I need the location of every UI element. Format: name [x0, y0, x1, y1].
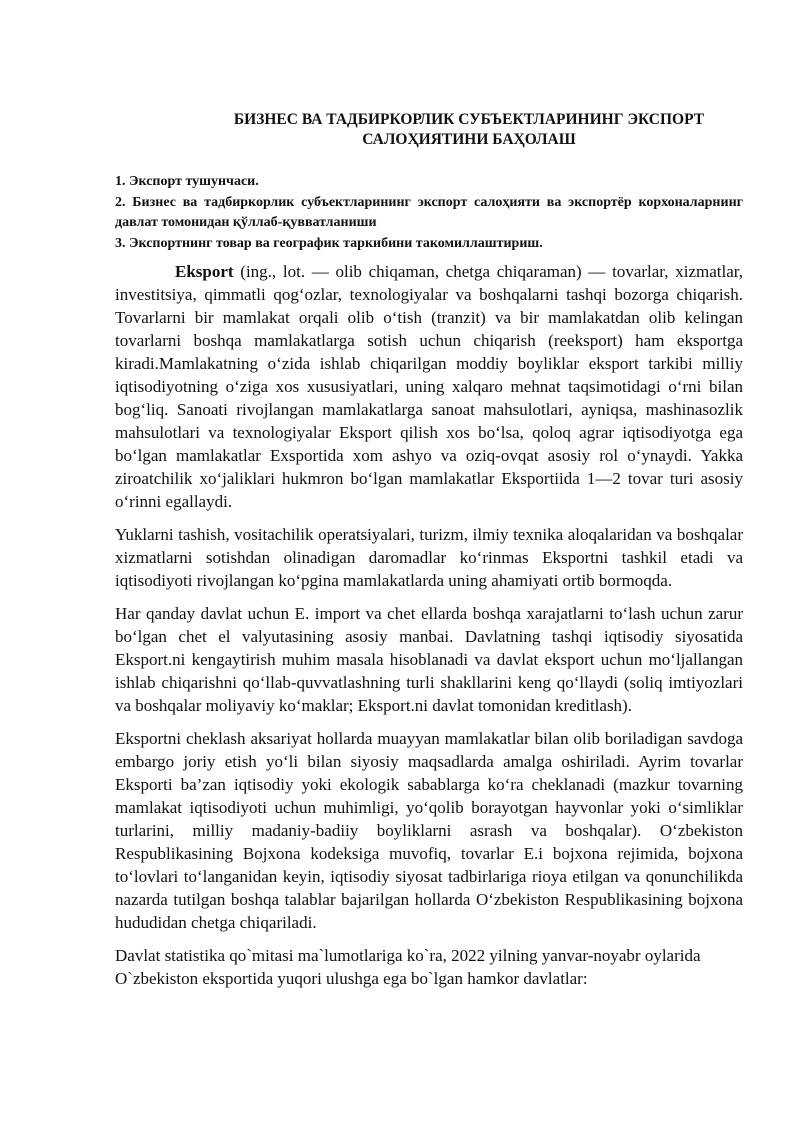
title-line-1: БИЗНЕС ВА ТАДБИРКОРЛИК СУБЪЕКТЛАРИНИНГ ЭКСПОРТ	[233, 111, 705, 128]
paragraph-3: Har qanday davlat uchun E. import va chet ellarda boshqa xarajatlarni to‘lash uchun zarur bo‘lgan chet el valyutasining asosiy manbai. Davlatning tashqi iqtisodiy siyosatida Eksport.ni kengaytirish muhim masala hisoblanadi va davlat eksport uchun mo‘ljallangan ishlab chiqarishni qo‘llab-quvvatlashning turli shakllarini keng qo‘llaydi (soliq imtiyozlari va boshqalar moliyaviy ko‘maklar; Eksport.ni davlat tomonidan kreditlash).	[115, 604, 743, 715]
outline-item-1: 1. Экспорт тушунчаси.	[115, 174, 259, 189]
defined-term: Eksport	[175, 262, 234, 281]
document-title	[195, 110, 743, 150]
outline-item-3: 3. Экспортнинг товар ва географик таркибини такомиллаштириш.	[115, 235, 543, 251]
paragraph-1-text: (ing., lot. — olib chiqaman, chetga chiqaraman) — tovarlar, xizmatlar, investitsiya, qimmatli qog‘ozlar, texnologiyalar va boshqalarni tashqi bozorga chiqarish. Tovarlarni bir mamlakat orqali olib o‘tish (tranzit) va bir mamlakatdan olib kelingan tovarlarni boshqa mamlakatlarga sotish uchun chiqarish (reeksport) ham eksportga kiradi.Mamlakatning o‘zida ishlab chiqarilgan moddiy boyliklar eksport tarkibi milliy iqtisodiyotning o‘ziga xos xususiyatlari, uning xalqaro mehnat taqsimotidagi o‘rni bilan bog‘liq. Sanoati rivojlangan mamlakatlarga sanoat mahsulotlari, ayniqsa, mashinasozlik mahsulotlari va texnologiyalar Eksport qilish xos bo‘lsa, qoloq agrar iqtisodiyotga ega bo‘lgan mamlakatlar Exsportida xom ashyo va oziq-ovqat asosiy rol o‘ynaydi. Yakka ziroatchilik xo‘jaliklari hukmron bo‘lgan mamlakatlar Eksportiida 1—2 tovar turi asosiy o‘rinni egallaydi.	[115, 262, 743, 511]
paragraph-1	[115, 260, 743, 513]
topic-outline	[115, 172, 743, 254]
title-line-2: САЛОҲИЯТИНИ БАҲОЛАШ	[362, 131, 576, 148]
outline-item-2: 2. Бизнес ва тадбиркорлик субъектларининг экспорт салоҳияти ва экспортёр корхоналарнинг давлат томонидан қўллаб-қувватланиши	[115, 194, 743, 230]
paragraph-5: Davlat statistika qo`mitasi ma`lumotlariga ko`ra, 2022 yilning yanvar-noyabr oylarida O`zbekiston eksportida yuqori ulushga ega bo`lgan hamkor davlatlar:	[115, 946, 701, 988]
paragraph-4: Eksportni cheklash aksariyat hollarda muayyan mamlakatlar bilan olib boriladigan savdoga embargo joriy etish yo‘li bilan siyosiy maqsadlarda amalga oshiriladi. Ayrim tovarlar Eksporti ba’zan iqtisodiy yoki ekologik sabablarga ko‘ra cheklanadi (mazkur tovarning mamlakat iqtisodiyoti uchun muhimligi, yo‘qolib borayotgan hayvonlar yoki o‘simliklar turlarini, milliy madaniy-badiiy boyliklarni asrash va boshqalar). O‘zbekiston Respublikasining Bojxona kodeksiga muvofiq, tovarlar E.i bojxona rejimida, bojxona to‘lovlari to‘langanidan keyin, iqtisodiy siyosat tadbirlariga rioya etilgan va qonunchilikda nazarda tutilgan boshqa talablar bajarilgan hollarda O‘zbekiston Respublikasining bojxona hududidan chetga chiqariladi.	[115, 729, 743, 932]
document-body	[115, 260, 743, 990]
paragraph-2: Yuklarni tashish, vositachilik operatsiyalari, turizm, ilmiy texnika aloqalaridan va boshqalar xizmatlarni sotishdan olinadigan daromadlar ko‘rinmas Eksportni tashkil etadi va iqtisodiyoti rivojlangan ko‘pgina mamlakatlarda uning ahamiyati ortib bormoqda.	[115, 525, 743, 590]
document-page	[115, 110, 743, 1000]
